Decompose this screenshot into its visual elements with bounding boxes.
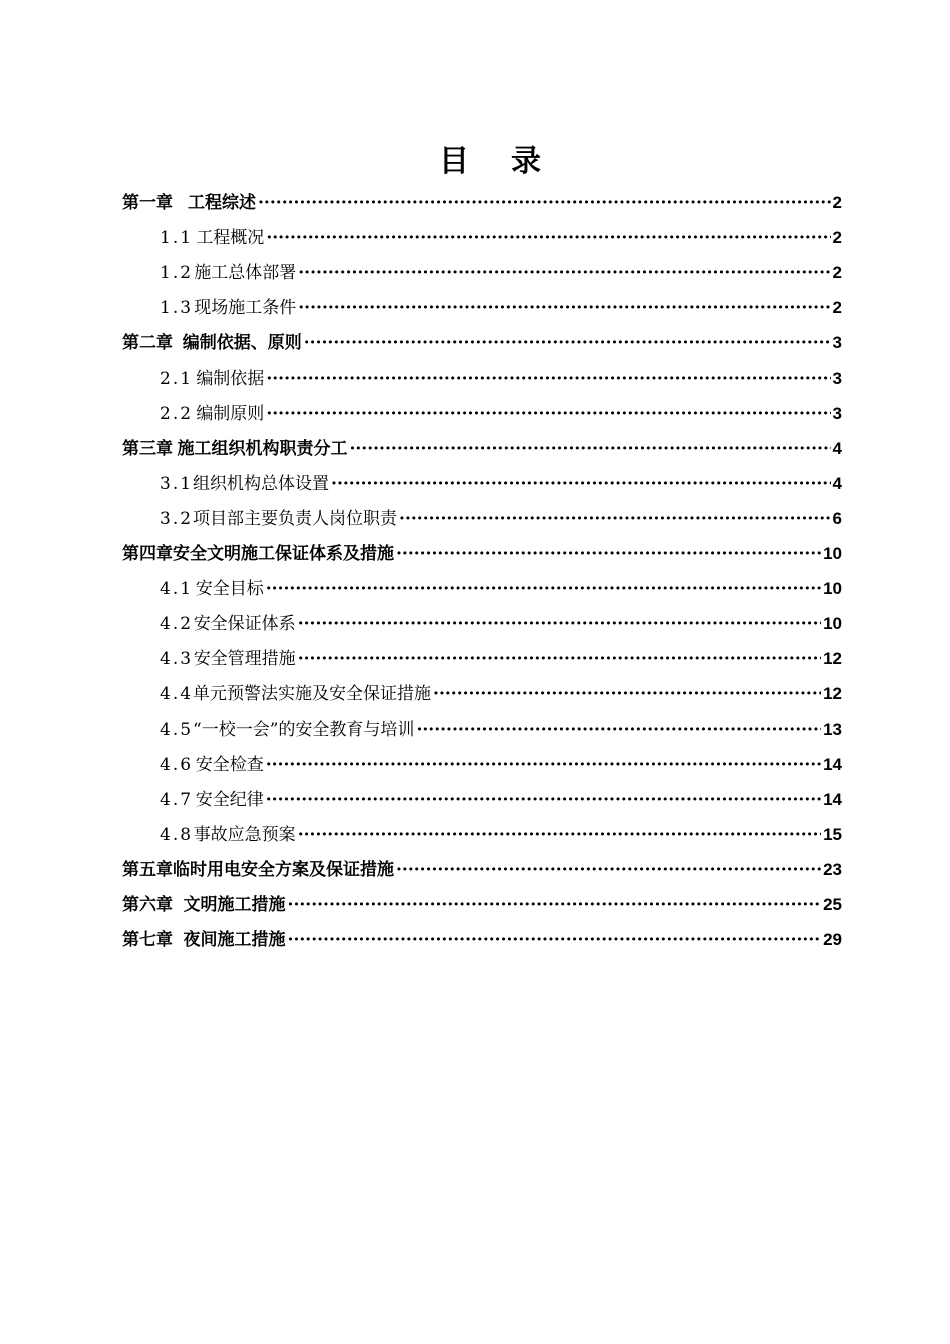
toc-dot-leader (399, 506, 830, 532)
toc-entry-number: 4.5 (160, 719, 194, 740)
toc-page-number: 12 (823, 649, 842, 669)
toc-section-entry[interactable] (160, 822, 842, 848)
toc-entry-number: 第五章 (122, 859, 173, 880)
toc-page-number: 3 (832, 403, 842, 423)
toc-page-number: 3 (832, 333, 842, 353)
toc-dot-leader (266, 576, 821, 602)
toc-page-number: 4 (832, 473, 842, 493)
toc-chapter-entry[interactable] (122, 330, 842, 356)
toc-page-number: 10 (823, 579, 842, 599)
toc-page-number: 2 (832, 193, 842, 212)
toc-dot-leader (298, 260, 830, 286)
toc-section-entry[interactable] (160, 506, 842, 532)
toc-dot-leader (416, 717, 821, 743)
toc-chapter-entry[interactable] (122, 436, 842, 462)
toc-chapter-entry[interactable] (122, 541, 842, 567)
toc-dot-leader (298, 295, 830, 321)
toc-entry-number: 4.8 (160, 824, 194, 845)
toc-page-number: 12 (823, 684, 842, 704)
toc-dot-leader (266, 752, 821, 778)
toc-section-entry[interactable] (160, 646, 842, 672)
toc-entry-number: 4.2 (160, 614, 194, 635)
toc-section-entry[interactable] (160, 752, 842, 778)
toc-dot-leader (349, 436, 830, 462)
toc-dot-leader (396, 857, 821, 883)
toc-entry-title: 临时用电安全方案及保证措施 (173, 859, 394, 880)
toc-chapter-entry[interactable] (122, 857, 842, 883)
toc-entry-title: 夜间施工措施 (183, 930, 286, 951)
toc-entry-title: 事故应急预案 (193, 824, 296, 845)
toc-entry-title: 施工总体部署 (194, 263, 297, 284)
toc-entry-number: 2.2 (160, 403, 194, 424)
toc-page-number: 4 (832, 438, 842, 458)
toc-page-number: 10 (823, 544, 842, 563)
toc-entry-title: 单元预警法实施及安全保证措施 (193, 684, 432, 705)
toc-title: 目 录 (439, 144, 547, 179)
toc-entry-title: 编制依据 (196, 368, 265, 389)
toc-page-number: 14 (823, 754, 842, 774)
toc-page-number: 14 (823, 789, 842, 809)
toc-entry-title: 组织机构总体设置 (193, 473, 330, 494)
toc-section-entry[interactable] (160, 225, 842, 251)
toc-dot-leader (266, 787, 821, 813)
toc-entry-title: 安全保证体系 (193, 614, 296, 635)
toc-page-number: 23 (823, 859, 842, 879)
toc-dot-leader (331, 471, 830, 497)
toc-dot-leader (266, 225, 830, 251)
toc-entry-number: 第四章 (122, 544, 173, 564)
toc-entry-number: 3.1 (160, 473, 194, 494)
toc-dot-leader (396, 541, 821, 567)
toc-entry-number: 4.1 (160, 579, 194, 600)
toc-entry-number: 1.1 (160, 228, 194, 249)
toc-entry-title: 编制依据、原则 (182, 333, 302, 354)
toc-entry-title: 安全管理措施 (193, 649, 296, 670)
toc-page-number: 29 (823, 930, 842, 950)
toc-entry-title: 工程概况 (196, 228, 265, 249)
toc-section-entry[interactable] (160, 681, 842, 707)
toc-entry-number: 4.4 (160, 684, 194, 705)
toc-page-number: 10 (823, 614, 842, 634)
toc-entry-title: 文明施工措施 (183, 895, 286, 915)
toc-entry-title: 安全纪律 (195, 789, 264, 810)
toc-page-number: 2 (832, 298, 842, 318)
toc-dot-leader (266, 366, 830, 392)
toc-chapter-entry[interactable] (122, 927, 842, 953)
toc-entry-title: 编制原则 (196, 403, 265, 424)
toc-entry-number: 4.6 (160, 754, 194, 775)
toc-chapter-entry[interactable] (122, 892, 842, 918)
toc-dot-leader (304, 330, 831, 356)
toc-page-number: 15 (823, 824, 842, 844)
toc-entry-number: 第二章 (122, 333, 173, 354)
toc-entry-title: 施工组织机构职责分工 (177, 438, 348, 459)
toc-entry-title: 工程综述 (188, 193, 257, 213)
toc-section-entry[interactable] (160, 611, 842, 637)
toc-dot-leader (298, 646, 821, 672)
toc-entry-number: 第七章 (122, 930, 173, 951)
toc-entry-number: 1.3 (160, 298, 194, 319)
toc-page-number: 6 (832, 508, 842, 528)
toc-entry-title: 项目部主要负责人岗位职责 (193, 508, 398, 529)
toc-dot-leader (433, 681, 821, 707)
toc-section-entry[interactable] (160, 366, 842, 392)
toc-entry-title: 安全检查 (195, 754, 264, 775)
toc-dot-leader (266, 401, 830, 427)
toc-section-entry[interactable] (160, 471, 842, 497)
toc-entry-title: “一校一会”的安全教育与培训 (193, 719, 415, 740)
toc-dot-leader (298, 822, 821, 848)
toc-section-entry[interactable] (160, 787, 842, 813)
toc-entry-number: 第六章 (122, 895, 173, 915)
toc-entry-title: 安全文明施工保证体系及措施 (173, 544, 394, 564)
toc-page-number: 13 (823, 719, 842, 739)
toc-dot-leader (288, 892, 822, 918)
toc-entry-number: 第三章 (122, 438, 173, 459)
toc-chapter-entry[interactable] (122, 190, 842, 216)
toc-entry-title: 现场施工条件 (194, 298, 297, 319)
toc-dot-leader (298, 611, 821, 637)
toc-entry-number: 1.2 (160, 263, 194, 284)
toc-page-number: 2 (832, 228, 842, 248)
toc-page-number: 3 (832, 368, 842, 388)
toc-dot-leader (258, 190, 831, 216)
toc-section-entry[interactable] (160, 401, 842, 427)
toc-entry-number: 2.1 (160, 368, 194, 389)
toc-section-entry[interactable] (160, 576, 842, 602)
toc-dot-leader (288, 927, 822, 953)
toc-entry-number: 4.7 (160, 789, 194, 810)
toc-section-entry[interactable] (160, 295, 842, 321)
toc-entry-number: 3.2 (160, 508, 194, 529)
toc-page-number: 25 (823, 895, 842, 914)
toc-section-entry[interactable] (160, 260, 842, 286)
toc-section-entry[interactable] (160, 717, 842, 743)
toc-entry-number: 4.3 (160, 649, 194, 670)
toc-entry-title: 安全目标 (195, 579, 264, 600)
toc-page-number: 2 (832, 263, 842, 283)
toc-entry-number: 第一章 (122, 193, 173, 213)
